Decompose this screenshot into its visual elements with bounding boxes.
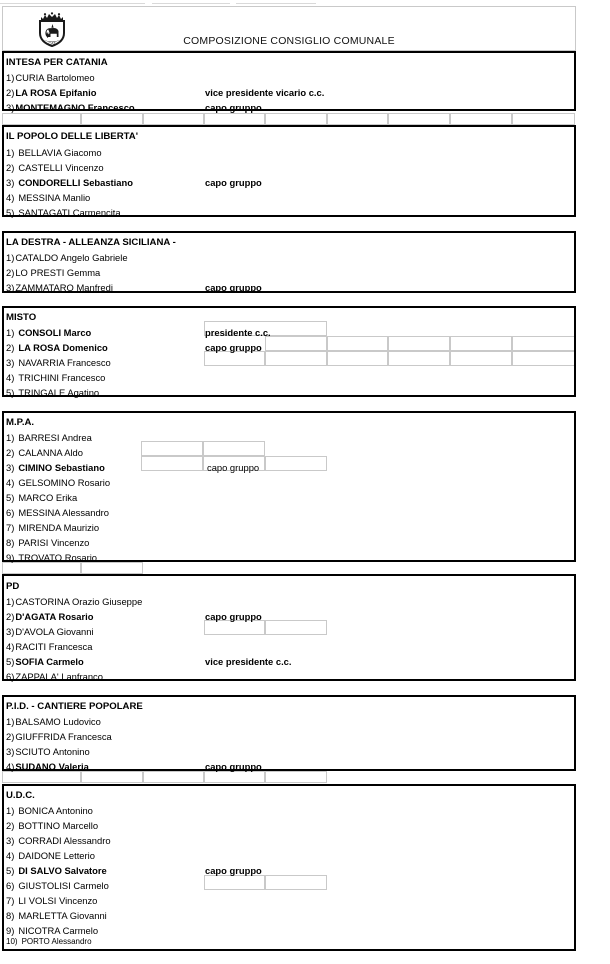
member-number: 2) [6, 820, 15, 831]
member-given-name: Letterio [63, 850, 95, 861]
member-number: 4) [6, 477, 15, 488]
member-given-name: Francesca [67, 731, 112, 742]
member-name [18, 835, 110, 846]
member-number: 1) [6, 327, 15, 338]
member-row [6, 594, 142, 609]
member-number: 9) [6, 925, 15, 936]
member-row [6, 430, 92, 445]
member-given-name: Carmelo [46, 656, 84, 667]
member-given-name: Salvatore [64, 865, 107, 876]
member-row [6, 908, 107, 923]
member-name [18, 147, 101, 158]
member-row [6, 936, 92, 947]
member-name [18, 327, 91, 338]
member-number: 9) [6, 552, 15, 563]
member-surname: SCIUTO [15, 746, 53, 757]
member-row [6, 893, 97, 908]
member-given-name: Vincenzo [59, 895, 98, 906]
member-row [6, 370, 105, 385]
member-row [6, 145, 102, 160]
member-number: 3) [6, 102, 15, 113]
member-given-name: Marco [63, 327, 92, 338]
member-surname: BOTTINO [18, 820, 63, 831]
member-name [15, 282, 113, 293]
group-title-pd: PD [6, 581, 20, 592]
group-title-misto: MISTO [6, 312, 37, 323]
member-number: 4) [6, 761, 15, 772]
member-number: 1) [6, 596, 15, 607]
member-name [18, 850, 95, 861]
member-given-name: Carmelo [73, 880, 109, 891]
member-number: 2) [6, 342, 15, 353]
member-surname: D'AVOLA [15, 626, 57, 637]
member-row [6, 70, 95, 85]
member-row [6, 460, 105, 475]
member-given-name: Marcello [62, 820, 99, 831]
member-number: 2) [6, 162, 15, 173]
member-surname: TRICHINI [18, 372, 62, 383]
member-number: 6) [6, 880, 15, 891]
member-name [18, 507, 109, 518]
member-name [15, 641, 92, 652]
member-row [6, 265, 100, 280]
member-row [6, 490, 77, 505]
member-number: 3) [6, 177, 15, 188]
member-row [6, 729, 112, 744]
member-number: 2) [6, 87, 15, 98]
group-title-la-destra-alleanza-siciliana: LA DESTRA - ALLEANZA SICILIANA - [6, 237, 176, 248]
member-number: 5) [6, 492, 15, 503]
member-name [18, 207, 120, 218]
member-role: vice presidente vicario c.c. [205, 87, 325, 98]
member-name [18, 910, 106, 921]
member-row [6, 818, 98, 833]
member-number: 5) [6, 865, 15, 876]
member-name [18, 462, 104, 473]
member-name [15, 671, 103, 682]
member-row [6, 355, 111, 370]
member-number: 3) [6, 626, 15, 637]
member-name [18, 447, 83, 458]
member-surname: TROVATO [18, 552, 65, 563]
member-name [18, 895, 97, 906]
member-given-name: Rosario [58, 611, 94, 622]
member-name [18, 177, 133, 188]
member-surname: RACITI [15, 641, 49, 652]
member-name [18, 805, 93, 816]
member-number: 3) [6, 746, 15, 757]
member-name [15, 596, 142, 607]
member-surname: DAIDONE [18, 850, 64, 861]
member-given-name: Manlio [62, 192, 91, 203]
member-row [6, 654, 84, 669]
member-name [15, 656, 83, 667]
member-surname: MONTEMAGNO [15, 102, 88, 113]
member-given-name: Maurizio [63, 522, 100, 533]
member-surname: CASTORINA [15, 596, 72, 607]
member-role: presidente c.c. [205, 327, 271, 338]
member-surname: SUDANO [15, 761, 59, 772]
member-row [6, 85, 96, 100]
member-surname: SOFIA [15, 656, 47, 667]
member-name [15, 72, 94, 83]
member-given-name: Valeria [58, 761, 89, 772]
member-number: 4) [6, 641, 15, 652]
member-surname: CATALDO [15, 252, 61, 263]
member-row [6, 714, 101, 729]
member-given-name: Antonino [55, 805, 93, 816]
member-surname: GELSOMINO [18, 477, 78, 488]
member-number: 6) [6, 507, 15, 518]
member-name [18, 192, 90, 203]
member-role: capo gruppo [205, 761, 262, 772]
member-row [6, 669, 103, 684]
member-name [18, 162, 103, 173]
member-given-name: Domenico [62, 342, 108, 353]
member-name [18, 357, 110, 368]
member-row [6, 250, 128, 265]
member-number: 5) [6, 387, 15, 398]
member-number: 2) [6, 267, 15, 278]
member-surname: GIUFFRIDA [15, 731, 68, 742]
member-given-name: Rosario [77, 477, 111, 488]
member-row [6, 535, 89, 550]
member-surname: ZAPPALA' [15, 671, 62, 682]
member-name [15, 761, 88, 772]
member-row [6, 744, 90, 759]
member-row [6, 803, 93, 818]
member-number: 7) [6, 522, 15, 533]
member-given-name: Alessandro [51, 937, 92, 946]
member-surname: MESSINA [18, 192, 63, 203]
member-name [18, 492, 77, 503]
member-number: 1) [6, 72, 15, 83]
member-name [18, 522, 99, 533]
member-row [6, 160, 104, 175]
member-surname: SANTAGATI [18, 207, 73, 218]
member-role: capo gruppo [207, 462, 260, 473]
group-title-m-p-a: M.P.A. [6, 417, 35, 428]
member-given-name: Vincenzo [65, 162, 104, 173]
member-role: capo gruppo [205, 865, 262, 876]
member-surname: CONSOLI [18, 327, 64, 338]
group-title-p-i-d-cantiere-popolare: P.I.D. - CANTIERE POPOLARE [6, 701, 143, 712]
member-surname: PARISI [18, 537, 51, 548]
member-number: 2) [6, 611, 15, 622]
member-given-name: Gemma [66, 267, 101, 278]
member-row [6, 878, 109, 893]
member-row [6, 505, 109, 520]
member-row [6, 863, 107, 878]
member-surname: CURIA [15, 72, 47, 83]
member-name [18, 432, 91, 443]
member-name [18, 477, 110, 488]
member-surname: BELLAVIA [18, 147, 65, 158]
member-surname: D'AGATA [15, 611, 59, 622]
member-given-name: Francesco [66, 357, 111, 368]
member-given-name: Angelo Gabriele [60, 252, 128, 263]
member-surname: BARRESI [18, 432, 62, 443]
member-given-name: Alessandro [62, 507, 110, 518]
member-number: 7) [6, 895, 15, 906]
member-number: 8) [6, 910, 15, 921]
member-surname: ZAMMATARO [15, 282, 77, 293]
member-row [6, 475, 110, 490]
member-row [6, 848, 95, 863]
member-role: capo gruppo [205, 342, 262, 353]
member-row [6, 624, 94, 639]
member-number: 1) [6, 716, 15, 727]
member-given-name: Orazio Giuseppe [71, 596, 143, 607]
member-given-name: Rosario [64, 552, 98, 563]
member-surname: NICOTRA [18, 925, 63, 936]
member-number: 4) [6, 372, 15, 383]
member-surname: GIUSTOLISI [18, 880, 74, 891]
member-row [6, 759, 89, 774]
member-surname: LA ROSA [15, 87, 60, 98]
member-surname: CASTELLI [18, 162, 66, 173]
member-name [15, 716, 100, 727]
member-name [18, 925, 98, 936]
member-row [6, 190, 90, 205]
member-number: 2) [6, 447, 15, 458]
member-given-name: Francesco [87, 102, 135, 113]
member-surname: CORRADI [18, 835, 64, 846]
member-number: 1) [6, 147, 15, 158]
group-title-u-d-c: U.D.C. [6, 790, 35, 801]
member-row [6, 520, 99, 535]
member-surname: PORTO [21, 937, 52, 946]
member-surname: LO PRESTI [15, 267, 67, 278]
member-surname: CIMINO [18, 462, 55, 473]
member-row [6, 325, 91, 340]
member-surname: CALANNA [18, 447, 65, 458]
member-given-name: Agatino [67, 387, 100, 398]
member-number: 8) [6, 537, 15, 548]
member-name [15, 731, 111, 742]
member-name [18, 537, 89, 548]
member-row [6, 833, 111, 848]
member-number: 1) [6, 805, 15, 816]
member-number: 10) [6, 937, 18, 946]
member-name [15, 87, 96, 98]
member-surname: MARLETTA [18, 910, 70, 921]
member-name [15, 746, 89, 757]
member-name [15, 252, 127, 263]
member-given-name: Giovanni [56, 626, 94, 637]
member-given-name: Francesca [48, 641, 93, 652]
member-row [6, 445, 83, 460]
member-given-name: Erika [55, 492, 78, 503]
member-row [6, 280, 113, 295]
member-name [15, 611, 93, 622]
member-given-name: Francesco [61, 372, 106, 383]
member-surname: TRINGALE [18, 387, 68, 398]
member-surname: LA ROSA [18, 342, 63, 353]
member-given-name: Sebastiano [82, 177, 133, 188]
member-row [6, 175, 133, 190]
member-role: capo gruppo [205, 177, 262, 188]
member-number: 3) [6, 357, 15, 368]
member-row [6, 385, 99, 400]
member-surname: MESSINA [18, 507, 63, 518]
group-title-il-popolo-delle-liberta: IL POPOLO DELLE LIBERTA' [6, 131, 138, 142]
member-given-name: Giacomo [64, 147, 102, 158]
member-role: capo gruppo [205, 611, 262, 622]
member-number: 3) [6, 835, 15, 846]
member-name [15, 102, 134, 113]
member-number: 5) [6, 656, 15, 667]
member-name [18, 552, 97, 563]
member-number: 4) [6, 850, 15, 861]
member-row [6, 205, 121, 220]
member-given-name: Giovanni [69, 910, 107, 921]
member-given-name: Sebastiano [54, 462, 105, 473]
member-number: 1) [6, 432, 15, 443]
member-given-name: Epifanio [59, 87, 97, 98]
member-given-name: Vincenzo [51, 537, 90, 548]
member-name [22, 937, 92, 946]
member-name [15, 626, 93, 637]
member-name [15, 267, 100, 278]
member-number: 5) [6, 207, 15, 218]
member-surname: BONICA [18, 805, 56, 816]
member-surname: NAVARRIA [18, 357, 67, 368]
page-title: COMPOSIZIONE CONSIGLIO COMUNALE [183, 35, 395, 47]
member-number: 2) [6, 731, 15, 742]
member-given-name: Manfredi [76, 282, 113, 293]
member-given-name: Lanfranco [61, 671, 103, 682]
member-surname: MIRENDA [18, 522, 64, 533]
member-given-name: Bartolomeo [46, 72, 95, 83]
member-given-name: Alessandro [63, 835, 111, 846]
member-name [18, 880, 109, 891]
member-surname: DI SALVO [18, 865, 65, 876]
member-name [18, 372, 105, 383]
member-given-name: Ludovico [63, 716, 101, 727]
group-title-intesa-per-catania: INTESA PER CATANIA [6, 57, 108, 68]
svg-text:CAT: CAT [48, 41, 56, 46]
member-row [6, 550, 97, 565]
member-given-name: Carmencita [72, 207, 121, 218]
member-name [18, 820, 98, 831]
member-given-name: Aldo [64, 447, 83, 458]
member-surname: BALSAMO [15, 716, 64, 727]
member-given-name: Antonino [52, 746, 90, 757]
member-number: 4) [6, 192, 15, 203]
member-given-name: Carmelo [62, 925, 99, 936]
member-number: 6) [6, 671, 15, 682]
member-role: capo gruppo [205, 282, 262, 293]
member-given-name: Andrea [61, 432, 92, 443]
member-number: 1) [6, 252, 15, 263]
member-name [18, 387, 99, 398]
member-number: 3) [6, 282, 15, 293]
member-name [18, 865, 106, 876]
member-row [6, 609, 93, 624]
member-surname: LI VOLSI [18, 895, 59, 906]
member-name [18, 342, 107, 353]
member-surname: MARCO [18, 492, 56, 503]
member-row [6, 100, 135, 115]
member-role: vice presidente c.c. [205, 656, 292, 667]
member-number: 3) [6, 462, 15, 473]
member-surname: CONDORELLI [18, 177, 83, 188]
member-role: capo gruppo [205, 102, 262, 113]
member-row [6, 340, 108, 355]
member-row [6, 639, 92, 654]
